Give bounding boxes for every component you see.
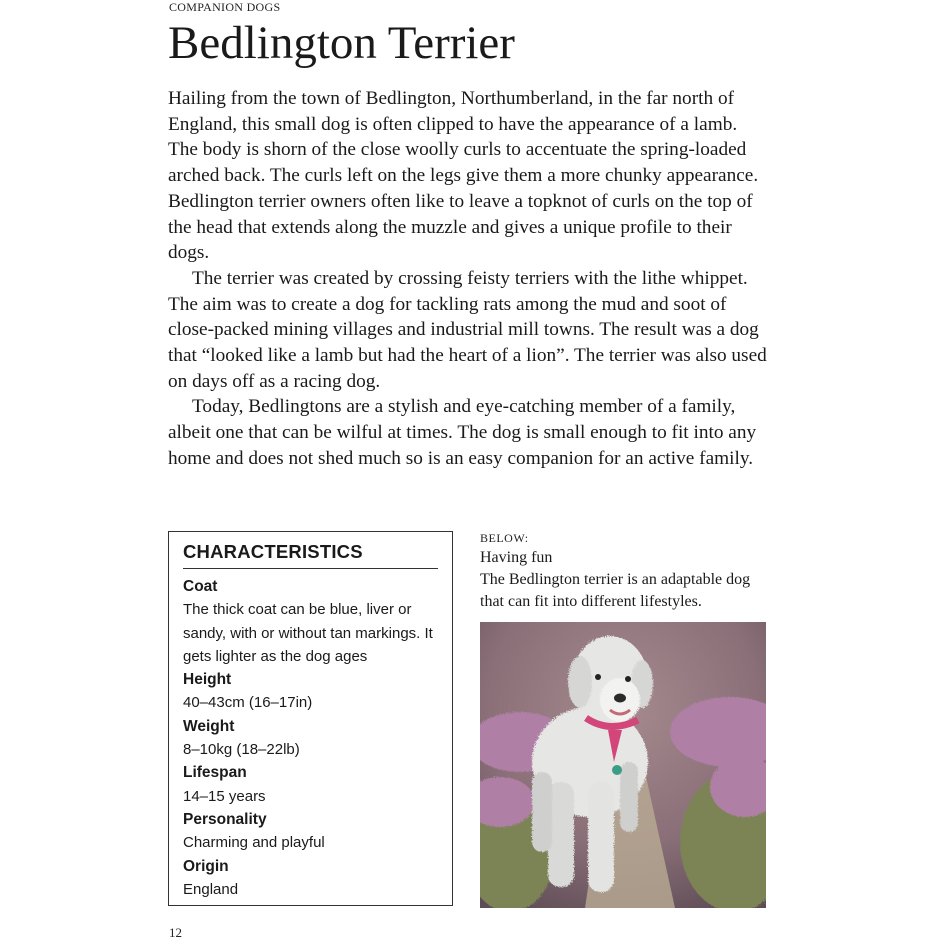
page-title: Bedlington Terrier (168, 17, 515, 69)
dog-eye (625, 676, 631, 682)
coat-value: The thick coat can be blue, liver or sandy, with or without tan markings. It gets lighter as the dog ages (183, 601, 433, 665)
dog-illustration (480, 622, 766, 908)
dog-ear (568, 656, 592, 708)
paragraph-3: Today, Bedlingtons are a stylish and eye-catching member of a family, albeit one that can be wilful at times. The dog is small enough to fit into any home and does not shed much so is an easy companion for an active family. (168, 396, 757, 469)
paragraph-2: The terrier was created by crossing feisty terriers with the lithe whippet. The aim was to create a dog for tackling rats among the mud and soot of close-packed mining villages and industrial mill towns. The result was a dog that “looked like a lamb but had the heart of a lion”. The terrier was also used on days off as a racing dog. (168, 267, 767, 392)
paragraph-1: Hailing from the town of Bedlington, Northumberland, in the far north of England, this small dog is often clipped to have the appearance of a lamb. The body is shorn of the close woolly curls to accentuate the spring-loaded arched back. The curls left on the legs give them a more chunky appearance. Bedlington terrier owners often like to leave a topknot of curls on the top of the head that extends along the muzzle and gives a unique profile to their dogs. (168, 88, 759, 264)
dog-photo (480, 622, 766, 908)
dog-nose (614, 694, 626, 703)
characteristics-box (168, 531, 453, 906)
section-label: COMPANION DOGS (169, 0, 281, 14)
characteristics-heading: CHARACTERISTICS (183, 540, 438, 569)
characteristics-list (183, 575, 438, 901)
dog-leg (532, 772, 552, 852)
caption-title: Having fun (480, 549, 553, 566)
origin-value: England (183, 880, 239, 898)
caption-text: The Bedlington terrier is an adaptable dog that can fit into different lifestyles. (480, 571, 751, 610)
personality-value: Charming and playful (183, 834, 325, 852)
caption-kicker: BELOW: (480, 531, 529, 545)
dog-leg (620, 762, 638, 832)
dog-tag (612, 765, 622, 775)
page-number: 12 (169, 925, 182, 940)
dog-leg (588, 782, 614, 892)
personality-label: Personality (183, 810, 267, 828)
weight-value: 8–10kg (18–22lb) (183, 741, 300, 759)
lifespan-label: Lifespan (183, 764, 247, 782)
dog-eye (595, 674, 601, 680)
lifespan-value: 14–15 years (183, 787, 266, 805)
weight-label: Weight (183, 717, 235, 735)
height-value: 40–43cm (16–17in) (183, 694, 313, 712)
origin-label: Origin (183, 857, 229, 875)
coat-label: Coat (183, 578, 218, 595)
height-label: Height (183, 671, 232, 689)
body-text (168, 86, 768, 472)
